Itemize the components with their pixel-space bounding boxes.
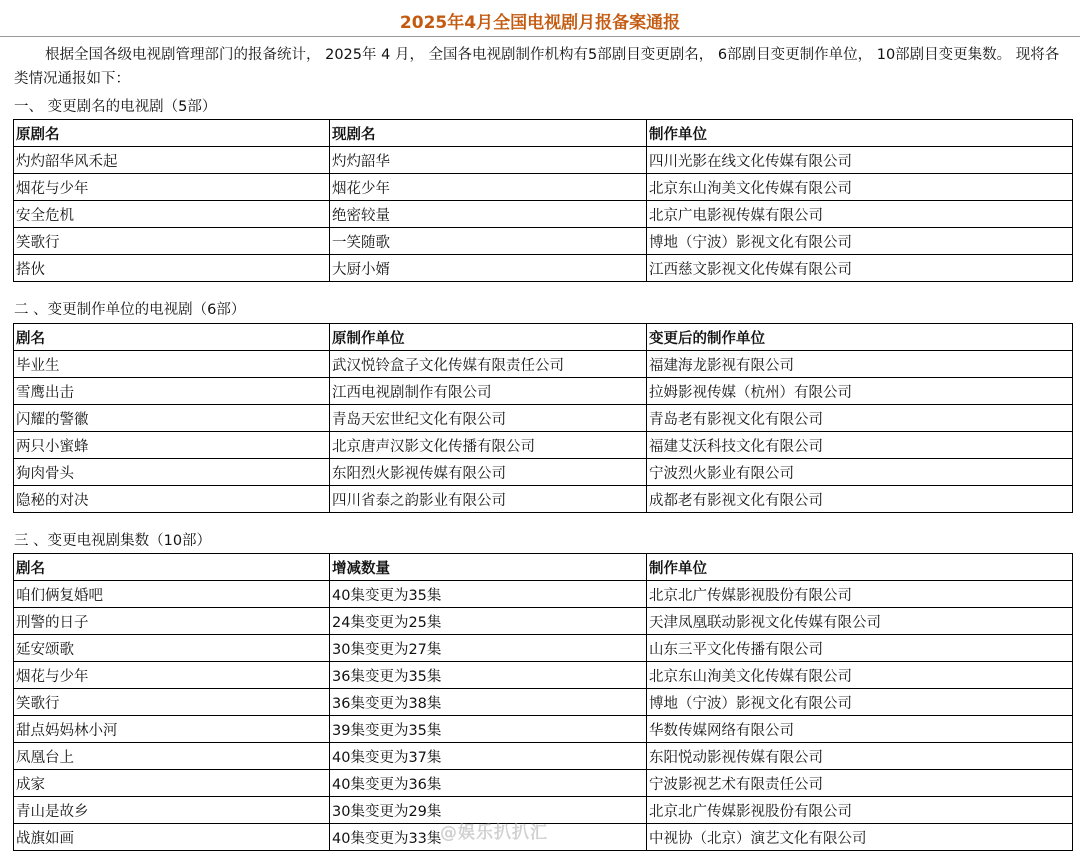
table-cell: 华数传媒网络有限公司 <box>647 716 1073 743</box>
table-row <box>14 459 1073 486</box>
table-cell: 博地（宁波）影视文化有限公司 <box>647 228 1073 255</box>
watermark: @娱乐扒扒汇 <box>440 823 548 843</box>
table-row <box>14 432 1073 459</box>
table-cell: 一笑随歌 <box>330 228 647 255</box>
table-cell: 北京唐声汉影文化传播有限公司 <box>330 432 647 459</box>
table-cell: 青岛天宏世纪文化有限公司 <box>330 405 647 432</box>
table-cell: 延安颂歌 <box>14 635 330 662</box>
page-title: 2025年4月全国电视剧月报备案通报 <box>399 13 681 33</box>
column-header: 现剧名 <box>330 120 647 147</box>
table-cell: 烟花与少年 <box>14 662 330 689</box>
table-cell: 搭伙 <box>14 255 330 282</box>
table-row <box>14 378 1073 405</box>
column-header: 制作单位 <box>647 554 1073 581</box>
rename-table <box>13 119 1073 282</box>
table-cell: 北京东山洵美文化传媒有限公司 <box>647 662 1073 689</box>
producer-change-table <box>13 323 1073 513</box>
table-row <box>14 486 1073 513</box>
table-cell: 天津凤凰联动影视文化传媒有限公司 <box>647 608 1073 635</box>
table-cell: 凤凰台上 <box>14 743 330 770</box>
section2-title: 二 、变更制作单位的电视剧（6部） <box>14 302 246 318</box>
table-cell: 宁波影视艺术有限责任公司 <box>647 770 1073 797</box>
table-cell: 博地（宁波）影视文化有限公司 <box>647 689 1073 716</box>
table-cell: 江西电视剧制作有限公司 <box>330 378 647 405</box>
table-cell: 40集变更为37集 <box>330 743 647 770</box>
table-cell: 30集变更为27集 <box>330 635 647 662</box>
table-cell: 笑歌行 <box>14 228 330 255</box>
table-row <box>14 147 1073 174</box>
column-header: 变更后的制作单位 <box>647 324 1073 351</box>
table-cell: 两只小蜜蜂 <box>14 432 330 459</box>
title-divider <box>0 36 1080 37</box>
table-cell: 甜点妈妈林小河 <box>14 716 330 743</box>
column-header: 原剧名 <box>14 120 330 147</box>
table-cell: 江西慈文影视文化传媒有限公司 <box>647 255 1073 282</box>
intro-paragraph: 根据全国各级电视剧管理部门的报备统计， 2025年 4 月， 全国各电视剧制作机构有5部剧目变更剧名， 6部剧目变更制作单位， 10部剧目变更集数。 现将各类情况通报如下： <box>14 47 1060 87</box>
column-header: 原制作单位 <box>330 324 647 351</box>
table-cell: 39集变更为35集 <box>330 716 647 743</box>
table-cell: 东阳烈火影视传媒有限公司 <box>330 459 647 486</box>
table-row <box>14 770 1073 797</box>
table-cell: 烟花少年 <box>330 174 647 201</box>
table-cell: 烟花与少年 <box>14 174 330 201</box>
table-cell: 四川省泰之韵影业有限公司 <box>330 486 647 513</box>
table-cell: 36集变更为38集 <box>330 689 647 716</box>
table-cell: 青山是故乡 <box>14 797 330 824</box>
table-row <box>14 689 1073 716</box>
table-cell: 成都老有影视文化有限公司 <box>647 486 1073 513</box>
table-cell: 中视协（北京）演艺文化有限公司 <box>647 824 1073 851</box>
table-row <box>14 797 1073 824</box>
table-cell: 东阳悦动影视传媒有限公司 <box>647 743 1073 770</box>
episode-change-table <box>13 553 1073 851</box>
table-cell: 大厨小婿 <box>330 255 647 282</box>
table-row <box>14 351 1073 378</box>
table-cell: 青岛老有影视文化有限公司 <box>647 405 1073 432</box>
table-row <box>14 635 1073 662</box>
table-cell: 成家 <box>14 770 330 797</box>
table-row <box>14 608 1073 635</box>
table-row <box>14 174 1073 201</box>
table-header-row <box>14 324 1073 351</box>
table-cell: 绝密较量 <box>330 201 647 228</box>
table-cell: 山东三平文化传播有限公司 <box>647 635 1073 662</box>
table-cell: 福建海龙影视有限公司 <box>647 351 1073 378</box>
column-header: 剧名 <box>14 324 330 351</box>
table-cell: 40集变更为36集 <box>330 770 647 797</box>
table-cell: 安全危机 <box>14 201 330 228</box>
table-cell: 雪鹰出击 <box>14 378 330 405</box>
table-cell: 北京广电影视传媒有限公司 <box>647 201 1073 228</box>
table-cell: 灼灼韶华 <box>330 147 647 174</box>
table-cell: 咱们俩复婚吧 <box>14 581 330 608</box>
column-header: 制作单位 <box>647 120 1073 147</box>
table-cell: 36集变更为35集 <box>330 662 647 689</box>
table-cell: 隐秘的对决 <box>14 486 330 513</box>
table-row <box>14 824 1073 851</box>
table-cell: 笑歌行 <box>14 689 330 716</box>
table-cell: 福建艾沃科技文化有限公司 <box>647 432 1073 459</box>
table-cell: 30集变更为29集 <box>330 797 647 824</box>
table-cell: 拉姆影视传媒（杭州）有限公司 <box>647 378 1073 405</box>
table-row <box>14 201 1073 228</box>
table-cell: 狗肉骨头 <box>14 459 330 486</box>
table-cell: 闪耀的警徽 <box>14 405 330 432</box>
section3-title: 三 、变更电视剧集数（10部） <box>14 533 212 549</box>
table-cell: 40集变更为33集 <box>330 824 647 851</box>
table-row <box>14 255 1073 282</box>
column-header: 剧名 <box>14 554 330 581</box>
table-row <box>14 716 1073 743</box>
table-row <box>14 662 1073 689</box>
table-row <box>14 228 1073 255</box>
table-cell: 毕业生 <box>14 351 330 378</box>
table-cell: 武汉悦铃盒子文化传媒有限责任公司 <box>330 351 647 378</box>
column-header: 增减数量 <box>330 554 647 581</box>
table-cell: 北京东山洵美文化传媒有限公司 <box>647 174 1073 201</box>
table-header-row <box>14 120 1073 147</box>
table-cell: 四川光影在线文化传媒有限公司 <box>647 147 1073 174</box>
table-row <box>14 743 1073 770</box>
table-cell: 40集变更为35集 <box>330 581 647 608</box>
table-header-row <box>14 554 1073 581</box>
table-cell: 北京北广传媒影视股份有限公司 <box>647 581 1073 608</box>
section1-title: 一、 变更剧名的电视剧（5部） <box>14 99 217 115</box>
table-cell: 战旗如画 <box>14 824 330 851</box>
table-cell: 24集变更为25集 <box>330 608 647 635</box>
table-cell: 北京北广传媒影视股份有限公司 <box>647 797 1073 824</box>
table-cell: 灼灼韶华风禾起 <box>14 147 330 174</box>
table-row <box>14 581 1073 608</box>
table-cell: 宁波烈火影业有限公司 <box>647 459 1073 486</box>
table-row <box>14 405 1073 432</box>
table-cell: 刑警的日子 <box>14 608 330 635</box>
